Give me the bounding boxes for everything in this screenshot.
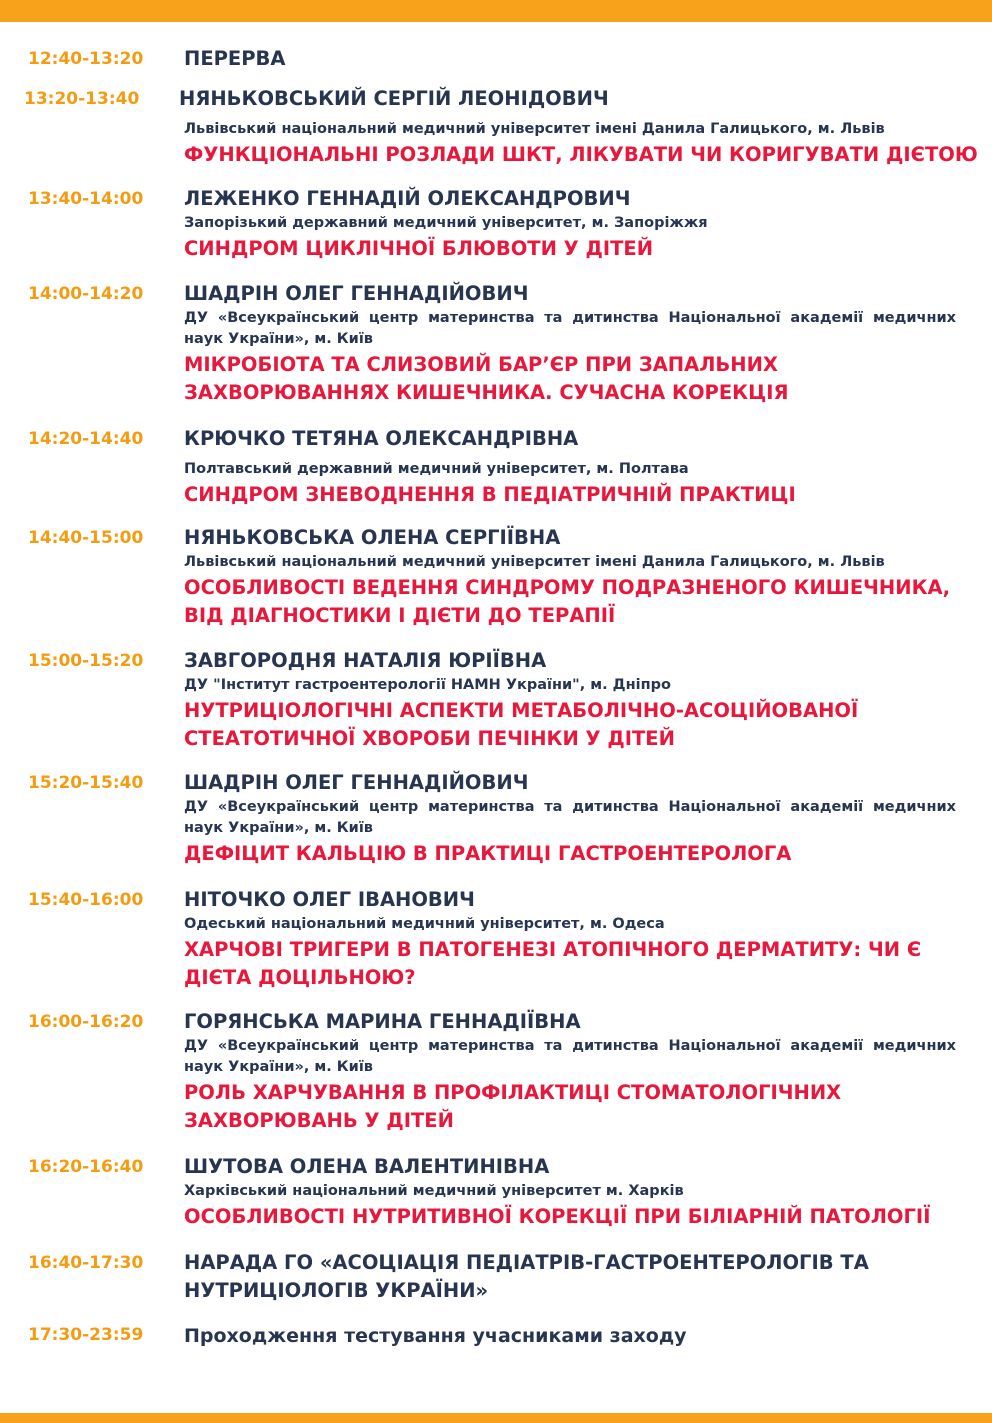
talk-topic-line: ВІД ДІАГНОСТИКИ І ДІЄТИ ДО ТЕРАПІЇ [184,604,616,627]
time-slot: 15:00-15:20 [28,651,144,671]
talk-topic-line: СТЕАТОТИЧНОЇ ХВОРОБИ ПЕЧІНКИ У ДІТЕЙ [184,727,675,750]
talk-topic-line: ХАРЧОВІ ТРИГЕРИ В ПАТОГЕНЕЗІ АТОПІЧНОГО ДЕРМАТИТУ: ЧИ Є [184,938,922,961]
talk-topic-line: РОЛЬ ХАРЧУВАННЯ В ПРОФІЛАКТИЦІ СТОМАТОЛОГІЧНИХ [184,1081,842,1104]
time-slot: 13:40-14:00 [28,189,144,209]
talk-topic [184,697,956,753]
talk-topic [184,936,956,992]
time-slot: 14:00-14:20 [28,284,144,304]
meeting-title [184,1249,956,1305]
speaker-name: КРЮЧКО ТЕТЯНА ОЛЕКСАНДРІВНА [184,427,579,450]
talk-topic [184,1203,956,1231]
speaker-institution: Львівський національний медичний університет імені Данила Галицького, м. Львів [184,121,885,137]
talk-topic [184,351,956,407]
time-slot: 13:20-13:40 [24,89,140,109]
speaker-name: ШУТОВА ОЛЕНА ВАЛЕНТИНІВНА [184,1155,550,1178]
speaker-name: НЯНЬКОВСЬКИЙ СЕРГІЙ ЛЕОНІДОВИЧ [179,87,609,110]
talk-topic-line: НУТРИЦІОЛОГІЧНІ АСПЕКТИ МЕТАБОЛІЧНО-АСОЦІЙОВАНОЇ [184,699,859,722]
talk-topic-line: СИНДРОМ ЦИКЛІЧНОЇ БЛЮВОТИ У ДІТЕЙ [184,237,654,260]
time-slot: 17:30-23:59 [28,1325,144,1345]
meeting-title-line: НУТРИЦІОЛОГІВ УКРАЇНИ» [184,1279,489,1302]
speaker-name: ГОРЯНСЬКА МАРИНА ГЕННАДІЇВНА [184,1010,581,1033]
time-slot: 15:40-16:00 [28,890,144,910]
speaker-institution: ДУ «Всеукраїнський центр материнства та дитинства Національної академії медичних наук України», м. Київ [184,310,956,347]
speaker-name: НЯНЬКОВСЬКА ОЛЕНА СЕРГІЇВНА [184,526,561,549]
talk-topic-line: ЗАХВОРЮВАНЬ У ДІТЕЙ [184,1109,454,1132]
talk-topic [184,141,978,169]
time-slot: 16:00-16:20 [28,1012,144,1032]
talk-topic [184,574,956,630]
speaker-institution: ДУ «Всеукраїнський центр материнства та дитинства Національної академії медичних наук України», м. Київ [184,799,956,836]
speaker-institution: Харківський національний медичний університет м. Харків [184,1183,684,1199]
speaker-name: ЗАВГОРОДНЯ НАТАЛІЯ ЮРІЇВНА [184,649,547,672]
speaker-institution: Запорізький державний медичний університет, м. Запоріжжя [184,215,708,231]
talk-topic-line: МІКРОБІОТА ТА СЛИЗОВИЙ БАР’ЄР ПРИ ЗАПАЛЬНИХ [184,353,778,376]
speaker-name: НІТОЧКО ОЛЕГ ІВАНОВИЧ [184,888,475,911]
bottom-accent-bar [0,1413,992,1423]
talk-topic-line: ОСОБЛИВОСТІ ВЕДЕННЯ СИНДРОМУ ПОДРАЗНЕНОГО КИШЕЧНИКА, [184,576,951,599]
break-title: ПЕРЕРВА [184,47,286,70]
talk-topic-line: СИНДРОМ ЗНЕВОДНЕННЯ В ПЕДІАТРИЧНІЙ ПРАКТИЦІ [184,483,796,506]
meeting-title-line: НАРАДА ГО «АСОЦІАЦІЯ ПЕДІАТРІВ-ГАСТРОЕНТЕРОЛОГІВ ТА [184,1251,869,1274]
speaker-institution: ДУ "Інститут гастроентерології НАМН України", м. Дніпро [184,677,671,693]
time-slot: 12:40-13:20 [28,49,144,69]
speaker-name: ШАДРІН ОЛЕГ ГЕННАДІЙОВИЧ [184,282,529,305]
talk-topic [184,840,956,868]
talk-topic-line: ДЕФІЦИТ КАЛЬЦІЮ В ПРАКТИЦІ ГАСТРОЕНТЕРОЛОГА [184,842,792,865]
time-slot: 16:40-17:30 [28,1253,144,1273]
time-slot: 16:20-16:40 [28,1157,144,1177]
time-slot: 15:20-15:40 [28,773,144,793]
testing-description: Проходження тестування учасниками заходу [184,1325,687,1347]
talk-topic-line: ЗАХВОРЮВАННЯХ КИШЕЧНИКА. СУЧАСНА КОРЕКЦІЯ [184,381,789,404]
speaker-name: ШАДРІН ОЛЕГ ГЕННАДІЙОВИЧ [184,771,529,794]
top-accent-bar [0,0,992,22]
talk-topic-line: ДІЄТА ДОЦІЛЬНОЮ? [184,966,416,989]
speaker-institution: Одеський національний медичний університет, м. Одеса [184,916,665,932]
speaker-institution: Полтавський державний медичний університет, м. Полтава [184,461,689,477]
time-slot: 14:20-14:40 [28,429,144,449]
talk-topic [184,1079,956,1135]
time-slot: 14:40-15:00 [28,528,144,548]
speaker-institution: ДУ «Всеукраїнський центр материнства та дитинства Національної академії медичних наук України», м. Київ [184,1038,956,1075]
talk-topic-line: ОСОБЛИВОСТІ НУТРИТИВНОЇ КОРЕКЦІЇ ПРИ БІЛІАРНІЙ ПАТОЛОГІЇ [184,1205,931,1228]
speaker-institution: Львівський національний медичний університет імені Данила Галицького, м. Львів [184,554,885,570]
talk-topic [184,481,956,509]
talk-topic [184,235,956,263]
speaker-name: ЛЕЖЕНКО ГЕННАДІЙ ОЛЕКСАНДРОВИЧ [184,187,631,210]
talk-topic-line: ФУНКЦІОНАЛЬНІ РОЗЛАДИ ШКТ, ЛІКУВАТИ ЧИ КОРИГУВАТИ ДІЄТОЮ [184,143,978,166]
